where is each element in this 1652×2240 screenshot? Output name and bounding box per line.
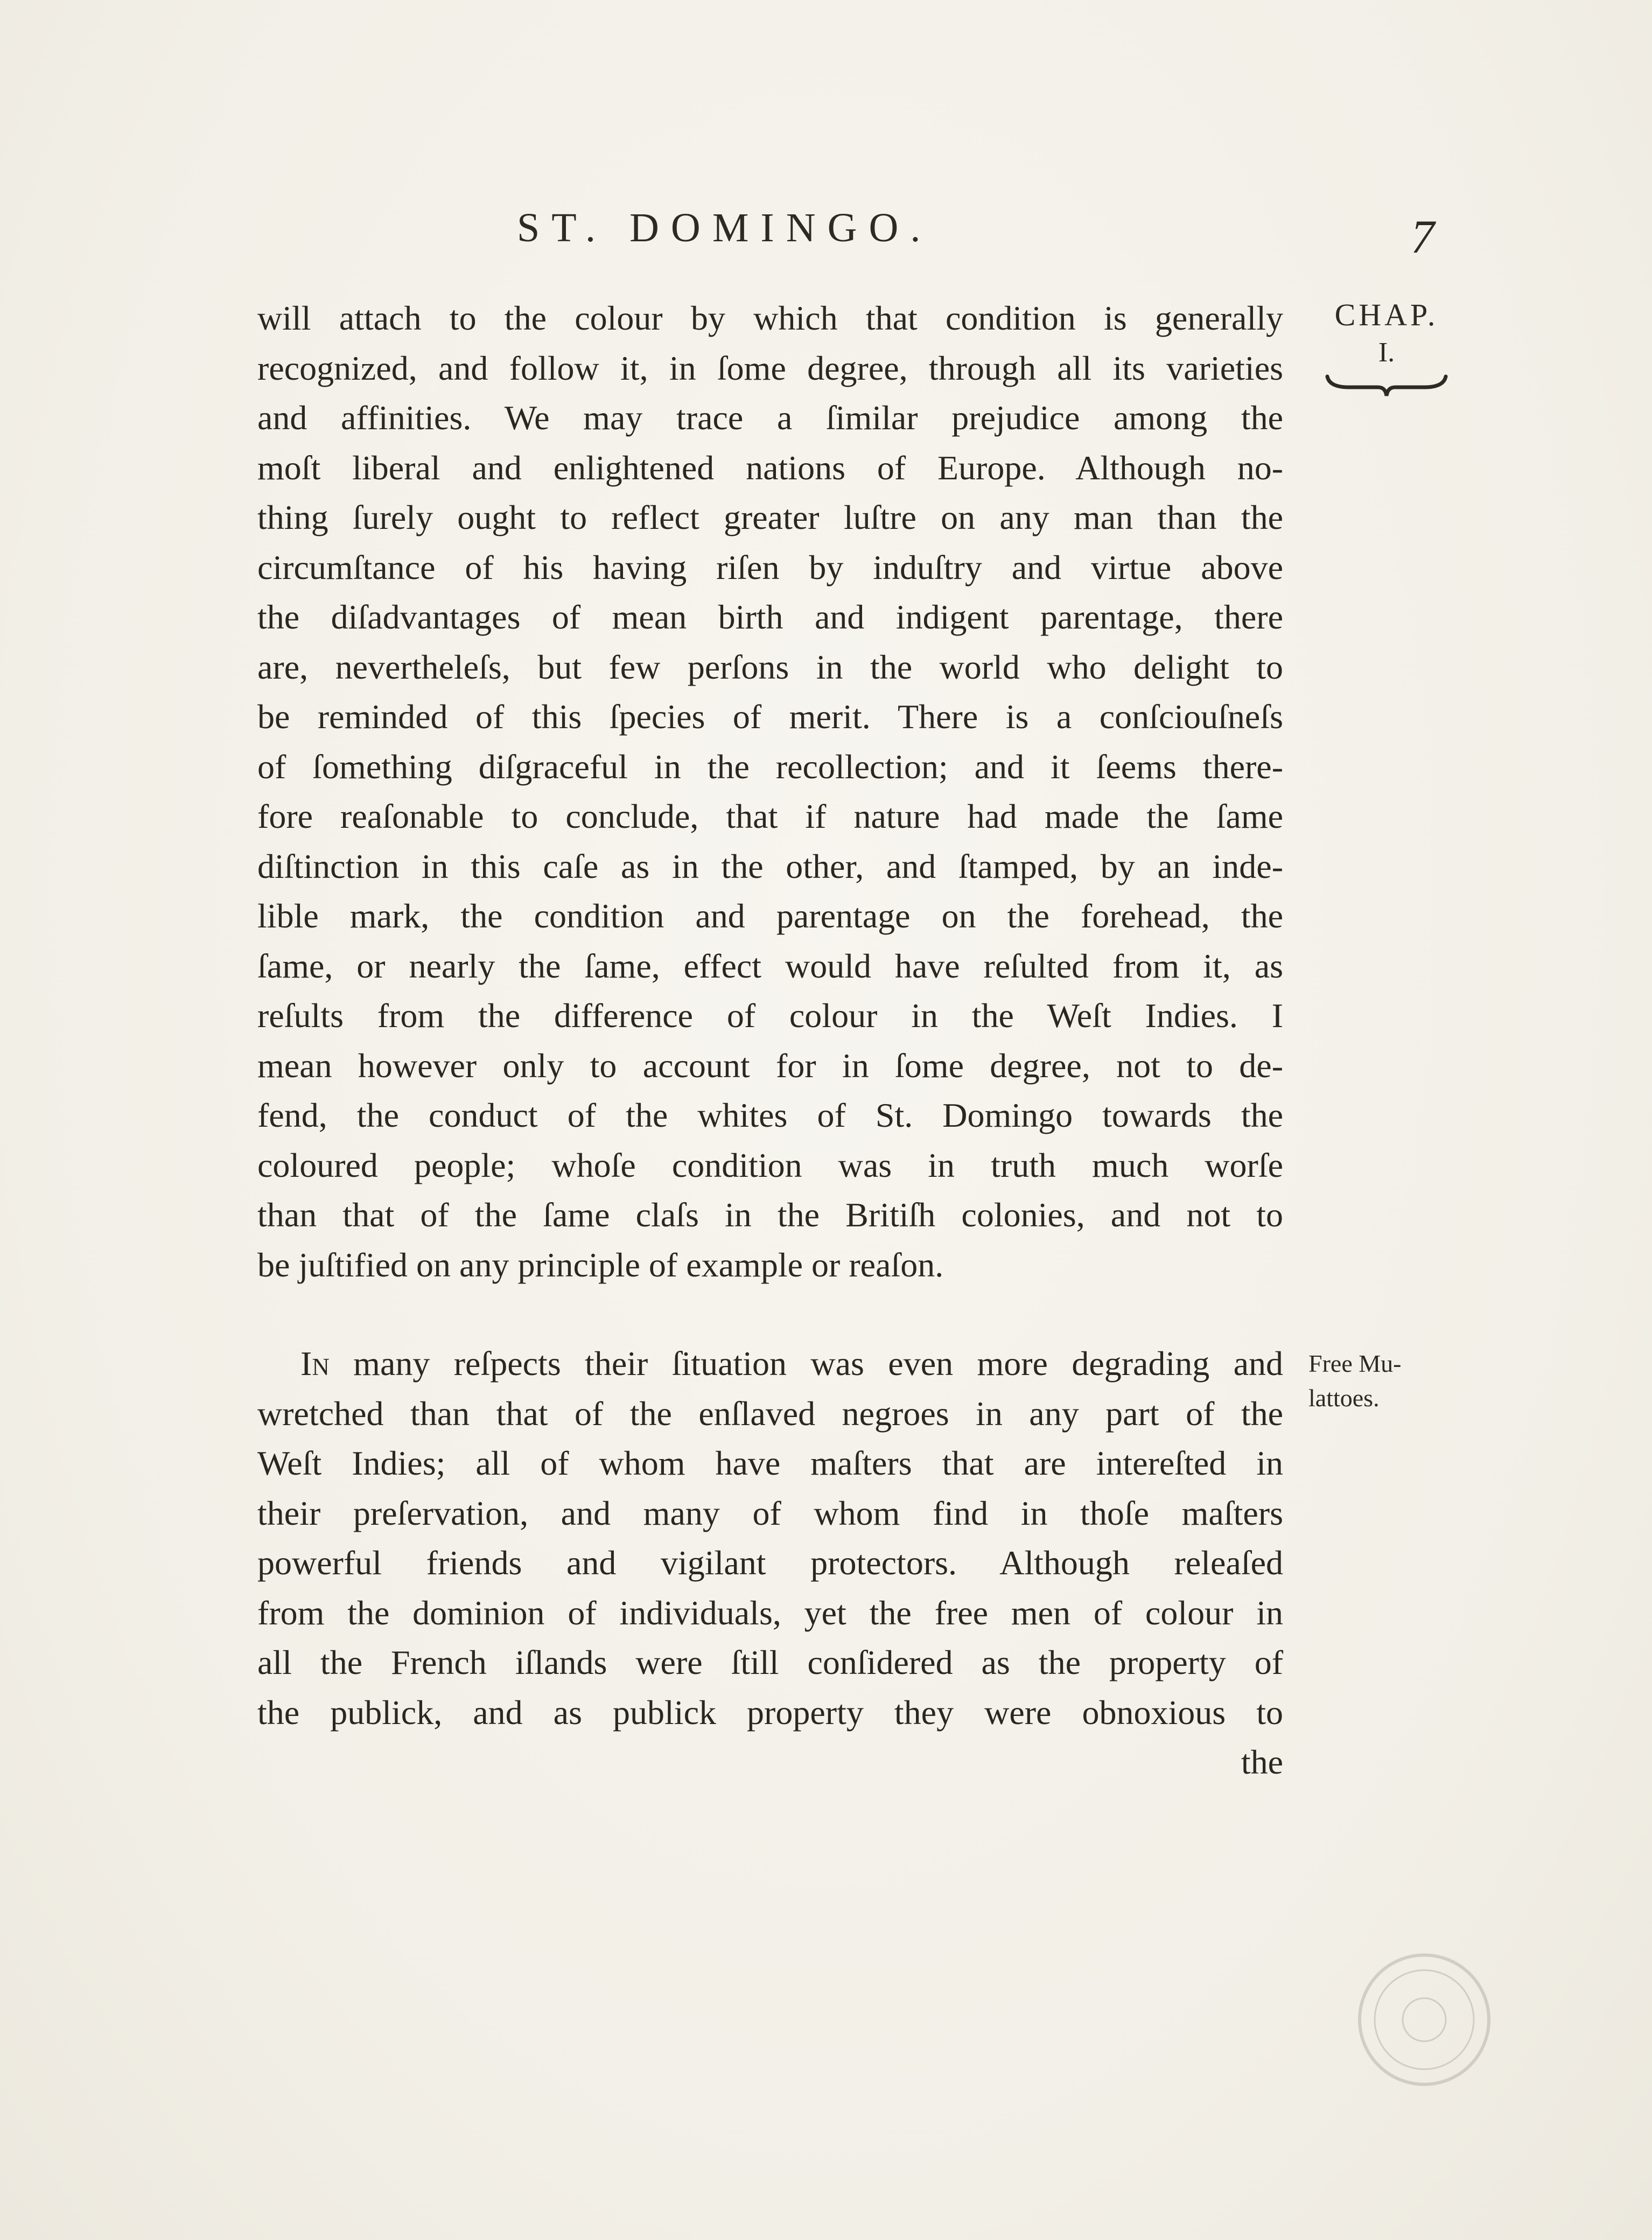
text-line: fend, the conduct of the whites of St. Domingo towards the bbox=[257, 1096, 1283, 1134]
side-note-line: Free Mu- bbox=[1308, 1350, 1402, 1377]
text-line: are, nevertheleſs, but few perſons in the world who delight to bbox=[257, 647, 1283, 686]
text-line: wretched than that of the enſlaved negroes in any part of the bbox=[257, 1394, 1283, 1433]
text-line: from the dominion of individuals, yet the free men of colour in bbox=[257, 1593, 1283, 1632]
chapter-marker bbox=[1322, 294, 1451, 401]
text-line: reſults from the difference of colour in the Weſt Indies. I bbox=[257, 996, 1283, 1035]
side-note bbox=[1308, 1346, 1401, 1415]
text-line: their preſervation, and many of whom find in thoſe maſters bbox=[257, 1494, 1283, 1532]
text-line: be reminded of this ſpecies of merit. There is a conſciouſneſs bbox=[257, 697, 1283, 736]
paragraph-1 bbox=[257, 294, 1283, 1290]
text-line: all the French iſlands were ſtill conſidered as the property of bbox=[257, 1643, 1283, 1681]
text-line: recognized, and follow it, in ſome degree, through all its varieties bbox=[257, 348, 1283, 387]
brace-icon bbox=[1322, 369, 1451, 401]
text-line: will attach to the colour by which that condition is generally bbox=[257, 299, 1283, 337]
text-line: the diſadvantages of mean birth and indigent parentage, there bbox=[257, 598, 1283, 636]
text-line: Weſt Indies; all of whom have maſters that are intereſted in bbox=[257, 1444, 1283, 1482]
text-line: thing ſurely ought to reflect greater luſtre on any man than the bbox=[257, 498, 1283, 536]
text-line: ſame, or nearly the ſame, effect would have reſulted from it, as bbox=[257, 946, 1283, 985]
chapter-label: CHAP. bbox=[1334, 297, 1439, 332]
side-note-line: lattoes. bbox=[1308, 1384, 1380, 1412]
library-stamp-icon bbox=[1349, 1944, 1500, 2095]
lead-in: In bbox=[300, 1344, 330, 1383]
text-line: and affinities. We may trace a ſimilar prejudice among the bbox=[257, 399, 1283, 437]
text-line-first bbox=[257, 1339, 1283, 1389]
text-line: be juſtified on any principle of example or reaſon. bbox=[257, 1245, 944, 1284]
text-line: diſtinction in this caſe as in the other, and ſtamped, by an inde- bbox=[257, 847, 1283, 885]
text-line: the publick, and as publick property they were obnoxious to bbox=[257, 1693, 1283, 1732]
first-line-rest: many reſpects their ſituation was even more degrading and bbox=[329, 1344, 1283, 1383]
text-line: fore reaſonable to conclude, that if nature had made the ſame bbox=[257, 797, 1283, 835]
running-title: ST. DOMINGO. bbox=[517, 205, 933, 250]
text-line: lible mark, the condition and parentage on the forehead, the bbox=[257, 897, 1283, 935]
text-line: circumſtance of his having riſen by induſtry and virtue above bbox=[257, 548, 1283, 587]
text-line: mean however only to account for in ſome degree, not to de- bbox=[257, 1046, 1283, 1085]
text-line: moſt liberal and enlightened nations of Europe. Although no- bbox=[257, 448, 1283, 487]
text-line: powerful friends and vigilant protectors. Although releaſed bbox=[257, 1544, 1283, 1582]
text-line: than that of the ſame claſs in the Britiſh colonies, and not to bbox=[257, 1196, 1283, 1234]
catchword: the bbox=[1241, 1743, 1283, 1781]
text-line: coloured people; whoſe condition was in truth much worſe bbox=[257, 1146, 1283, 1184]
page-number: 7 bbox=[1411, 211, 1434, 263]
text-line: of ſomething diſgraceful in the recollection; and it ſeems there- bbox=[257, 747, 1283, 786]
chapter-number: I. bbox=[1378, 337, 1395, 368]
paragraph-2 bbox=[257, 1339, 1283, 1788]
